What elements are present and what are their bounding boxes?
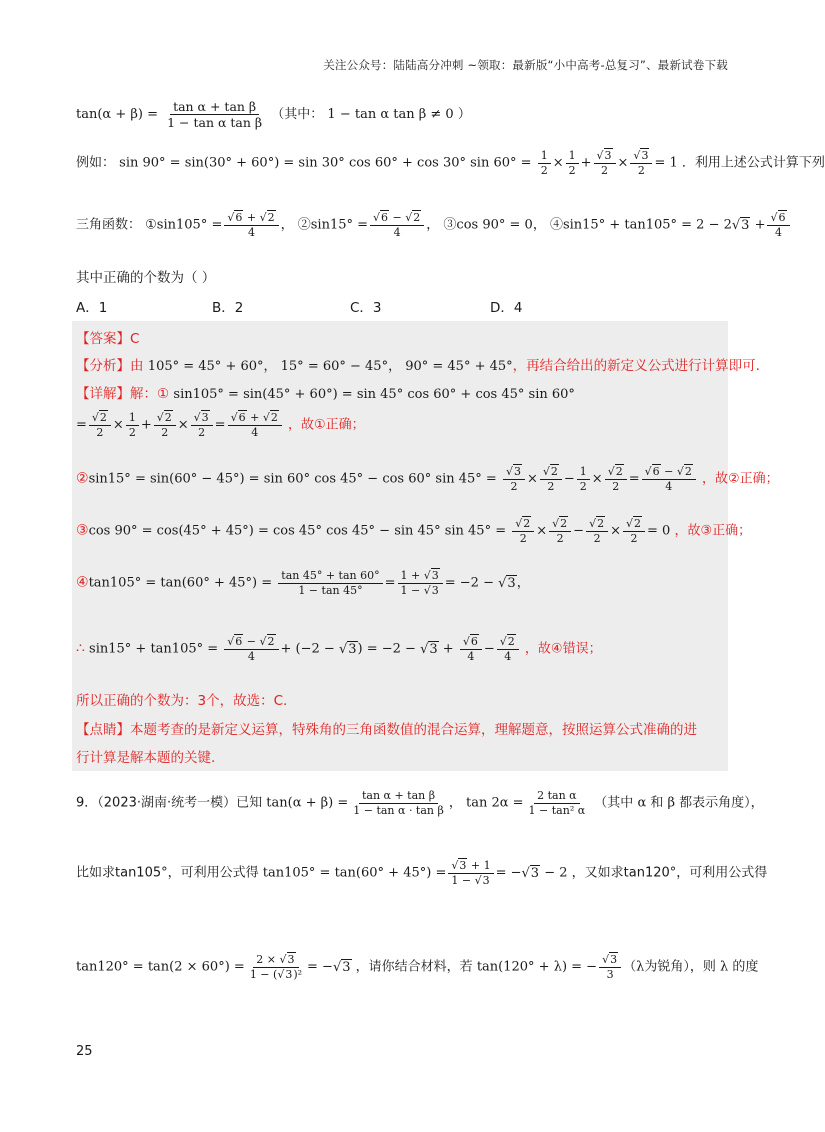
q9-line-2: 比如求tan105°，可利用公式得 tan105° = tan(60° + 45°) = √ $\frac{3 + 1}{1 - √ 3}$ = −√ 3 − 2 ，又如求tan120°，可利用公式得: [76, 860, 728, 886]
option-c[interactable]: C．3: [350, 300, 382, 316]
comment-line-2: 行计算是解本题的关键.: [76, 750, 216, 766]
conclusion-line: 所以正确的个数为：3个，故选：C.: [76, 693, 288, 709]
page-header: 关注公众号：陆陆高分冲刺 ~领取：最新版“小中高考-总复习”、最新试卷下载: [323, 58, 728, 72]
detail-line: 【详解】解：① sin105° = sin(45° + 60°) = sin 45° cos 60° + cos 45° sin 60°: [76, 386, 575, 402]
answer-line: 【答案】C: [76, 331, 140, 347]
tan-sum-formula-line: tan(α + β) = $\frac{\text{tan α + tan β}}{\text{1 − tan α tan β}}$ （其中： 1 − tan α tan β ≠ 0 ）: [76, 99, 471, 131]
step2-line: ②sin15° = sin(60° − 45°) = sin 60° cos 45° − cos 60° sin 45° = √ $\frac{3}{2}$ × √ $\frac{2}{2}$ − $\frac{1}{2}$ × √ $\frac{2}{2}$ = √ $\frac{6 - √ 2}{4}$ ，故②正确；: [76, 466, 728, 492]
analysis-line: 【分析】由 105° = 45° + 60°， 15° = 60° − 45°， 90° = 45° + 45°，再结合给出的新定义公式进行计算即可.: [76, 358, 760, 374]
step5-line: ∴ sin15° + tan105° = √ $\frac{6 - √ 2}{4}$ + (−2 − √ 3) = −2 − √ 3 + √ $\frac{6}{4}$ − √ $\frac{2}{4}$ ，故④错误；: [76, 636, 728, 662]
option-d[interactable]: D．4: [490, 300, 523, 316]
q9-line-3: tan120° = tan(2 × 60°) = $\frac{2 \times √ 3}{\text{1 − (√ 3)²}}$ = −√ 3 ，请你结合材料，若 tan(120° + λ) = − √ $\frac{3}{3}$ （λ为锐角），则 λ 的度: [76, 954, 728, 980]
option-a[interactable]: A．1: [76, 300, 108, 316]
q9-line-1: 9．（2023·湖南·统考一模）已知 tan(α + β) = $\frac{\text{tan α + tan β}}{\text{1 − tan α · tan β}}$ ， tan 2α = $\frac{\text{2 tan α}}{\text{1 − tan² α}}$ （其中 α 和 β 都表示角度），: [76, 789, 764, 817]
step3-line: ③cos 90° = cos(45° + 45°) = cos 45° cos 45° − sin 45° sin 45° = √ $\frac{2}{2}$ × √ $\frac{2}{2}$ − √ $\frac{2}{2}$ × √ $\frac{2}{2}$ = 0 ，故③正确；: [76, 518, 728, 544]
option-b[interactable]: B．2: [212, 300, 244, 316]
step1-line: = √ $\frac{2}{2}$ × $\frac{1}{2}$ + √ $\frac{2}{2}$ × √ $\frac{3}{2}$ = √ $\frac{6 + √ 2}{4}$ ，故①正确；: [76, 412, 728, 438]
comment-line-1: 【点睛】本题考查的是新定义运算，特殊角的三角函数值的混合运算，理解题意，按照运算公式准确的进: [76, 722, 697, 738]
page-number: 25: [76, 1044, 93, 1059]
functions-list-line: 三角函数： ①sin105° = √ $\frac{6 + √ 2}{4}$ ， ②sin15° = √ $\frac{6 - √ 2}{4}$ ， ③cos 90° = 0， ④sin15° + tan105° = 2 − 2√ 3 + √ $\frac{6}{4}$: [76, 212, 728, 238]
step4-line: ④tan105° = tan(60° + 45°) = $\frac{\tan 45^\circ + \tan 60^\circ}{1 - \tan 45^\circ}$ = $\frac{1 + √ 3}{1 - √ 3}$ = −2 − √ 3，: [76, 570, 728, 596]
question-text: 其中正确的个数为（ ）: [76, 270, 216, 286]
example-line: 例如： sin 90° = sin(30° + 60°) = sin 30° cos 60° + cos 30° sin 60° = $\frac{1}{2}$ × $\frac{1}{2}$ + √ $\frac{3}{2}$ × √ $\frac{3}{2}$ = 1 ．利用上述公式计算下列: [76, 150, 728, 176]
